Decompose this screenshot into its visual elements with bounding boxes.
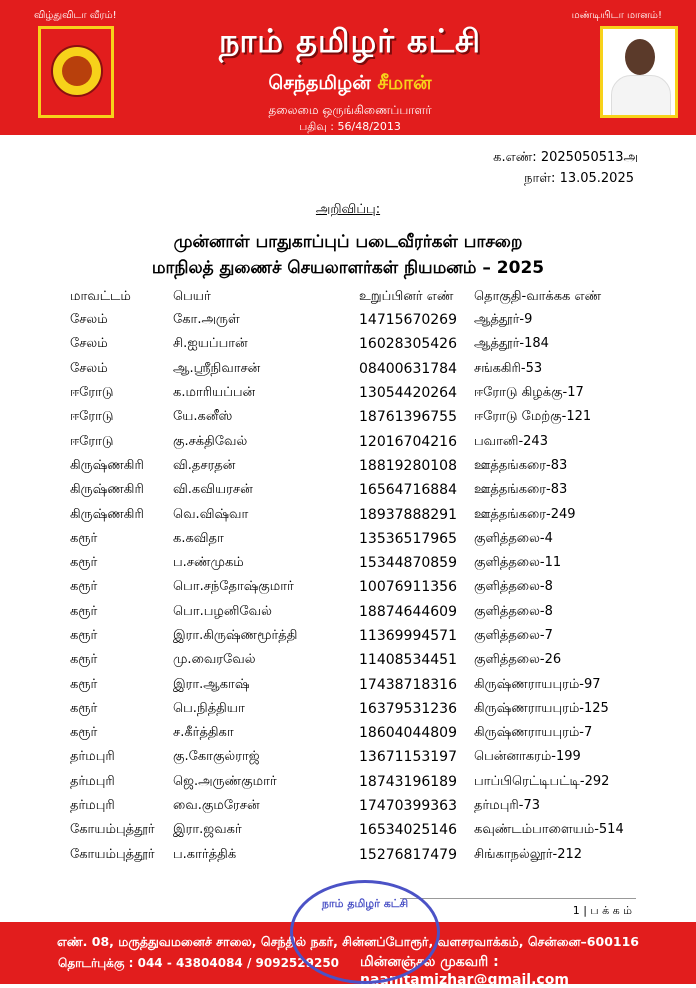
leader-name-highlight: சீமான் [377, 72, 432, 94]
table-row [70, 648, 634, 672]
name-cell: பொ.சந்தோஷ்குமார் [173, 579, 294, 595]
leader-name [160, 72, 540, 97]
table-row [70, 745, 634, 769]
member-id-cell: 18743196189 [359, 773, 457, 790]
name-cell: வெ.விஷ்வா [173, 506, 249, 522]
district-cell: கரூர் [70, 579, 98, 595]
member-id-cell: 16564716884 [359, 482, 457, 499]
notice-heading [0, 202, 696, 218]
constituency-cell: கவுண்டம்பாளையம்-514 [474, 822, 624, 838]
name-cell: ஆ.ஸ்ரீநிவாசன் [173, 360, 261, 376]
member-id-cell: 14715670269 [359, 312, 457, 329]
table-row [70, 454, 634, 478]
tiger-emblem-icon [38, 26, 114, 118]
district-cell: கரூர் [70, 628, 98, 643]
member-id-cell: 10076911356 [359, 579, 457, 596]
member-id-cell: 17470399363 [359, 798, 457, 815]
name-cell: யே.கனீஸ் [173, 409, 233, 425]
constituency-cell: தர்மபுரி-73 [474, 798, 540, 814]
header-member-id: உறுப்பினர் எண் [359, 289, 454, 304]
district-cell: ஈரோடு [70, 433, 114, 449]
member-id-cell: 13671153197 [359, 749, 457, 766]
email-address: naamtamizhar@gmail.com [360, 972, 569, 988]
member-id-cell: 13054420264 [359, 385, 457, 402]
name-cell: பெ.நித்தியா [173, 700, 245, 716]
member-id-cell: 16028305426 [359, 336, 457, 353]
footer-address: எண். 08, மருத்துவமனைச் சாலை, செந்தில் நகர், சின்னப்போரூர், வளசரவாக்கம், சென்னை–600116 [57, 934, 639, 949]
district-cell: கரூர் [70, 530, 98, 546]
constituency-cell: பென்னாகரம்-199 [474, 749, 581, 765]
name-cell: க.மாரியப்பன் [173, 385, 256, 401]
notice-label: அறிவிப்பு: [315, 202, 381, 217]
district-cell: தர்மபுரி [70, 798, 115, 814]
member-id-cell: 15344870859 [359, 555, 457, 572]
name-cell: க.கவிதா [173, 530, 224, 546]
constituency-cell: குளித்தலை-26 [474, 652, 562, 668]
name-cell: பொ.பழனிவேல் [173, 603, 272, 619]
constituency-cell: கிருஷ்ணராயபுரம்-97 [474, 676, 601, 692]
document-title-line2: மாநிலத் துணைச் செயலாளர்கள் நியமனம் – 2025 [151, 258, 545, 278]
header-district: மாவட்டம் [70, 289, 131, 304]
constituency-cell: குளித்தலை-8 [474, 603, 553, 619]
constituency-cell: சிங்காநல்லூர்-212 [474, 846, 583, 862]
slogan-right: மண்டியிடா மானம்! [571, 10, 662, 21]
member-id-cell: 18937888291 [359, 506, 457, 523]
table-body [70, 308, 634, 867]
member-id-cell: 18874644609 [359, 603, 457, 620]
slogan-left: விழ்துவிடா வீரம்! [34, 10, 117, 21]
constituency-cell: ஊத்தங்கரை-83 [474, 482, 568, 498]
name-cell: வி.தசரதன் [173, 457, 236, 473]
date-label: நாள்: [524, 171, 556, 186]
table-row [70, 332, 634, 356]
reference-number [493, 150, 638, 166]
name-cell: இரா.ஜவகர் [173, 822, 242, 838]
table-row [70, 405, 634, 429]
district-cell: கரூர் [70, 725, 98, 741]
district-cell: கிருஷ்ணகிரி [70, 482, 144, 498]
table-header-row [70, 286, 634, 308]
name-cell: இரா.ஆகாஷ் [173, 676, 250, 692]
table-row [70, 381, 634, 405]
table-row [70, 600, 634, 624]
table-row [70, 721, 634, 745]
district-cell: கோயம்புத்தூர் [70, 846, 155, 862]
member-id-cell: 13536517965 [359, 530, 457, 547]
name-cell: கு.சக்திவேல் [173, 433, 248, 449]
name-cell: ப.கார்த்திக் [173, 846, 237, 862]
page-number: 1 | ப க் க ம் [572, 904, 632, 917]
table-row [70, 429, 634, 453]
table-row [70, 357, 634, 381]
party-seal-stamp [290, 880, 440, 984]
table-row [70, 818, 634, 842]
constituency-cell: குளித்தலை-8 [474, 579, 553, 595]
table-row [70, 502, 634, 526]
name-cell: ப.சண்முகம் [173, 555, 244, 571]
date-value: 13.05.2025 [559, 171, 634, 186]
district-cell: கரூர் [70, 652, 98, 668]
district-cell: ஈரோடு [70, 409, 114, 425]
constituency-cell: ஊத்தங்கரை-83 [474, 457, 568, 473]
table-row [70, 308, 634, 332]
table-row [70, 527, 634, 551]
name-cell: இரா.கிருஷ்ணமூர்த்தி [173, 628, 298, 643]
district-cell: தர்மபுரி [70, 773, 115, 789]
member-id-cell: 17438718316 [359, 676, 457, 693]
district-cell: சேலம் [70, 312, 108, 328]
constituency-cell: ஈரோடு மேற்கு-121 [474, 409, 592, 425]
date [524, 171, 634, 187]
name-cell: ஜெ.அருண்குமார் [173, 773, 277, 789]
table-row [70, 843, 634, 867]
name-cell: கு.கோகுல்ராஜ் [173, 749, 260, 765]
constituency-cell: பாப்பிரெட்டிபட்டி-292 [474, 773, 610, 789]
district-cell: கரூர் [70, 603, 98, 619]
table-row [70, 478, 634, 502]
member-id-cell: 11408534451 [359, 652, 457, 669]
header-name: பெயர் [173, 289, 211, 304]
member-id-cell: 15276817479 [359, 846, 457, 863]
name-cell: வை.குமரேசன் [173, 798, 260, 814]
constituency-cell: ஊத்தங்கரை-249 [474, 506, 576, 522]
seal-text: நாம் தமிழர் கட்சி [321, 897, 409, 910]
document-title-line1: முன்னாள் பாதுகாப்புப் படைவீரர்கள் பாசறை [173, 232, 523, 252]
constituency-cell: குளித்தலை-11 [474, 555, 562, 571]
name-cell: வி.கவியரசன் [173, 482, 253, 498]
table-row [70, 794, 634, 818]
member-id-cell: 16534025146 [359, 822, 457, 839]
constituency-cell: சங்ககிரி-53 [474, 360, 543, 376]
member-id-cell: 12016704216 [359, 433, 457, 450]
constituency-cell: பவானி-243 [474, 433, 548, 449]
party-name: நாம் தமிழர் கட்சி [218, 22, 482, 60]
constituency-cell: கிருஷ்ணராயபுரம்-7 [474, 725, 593, 741]
district-cell: சேலம் [70, 336, 108, 352]
letterhead-header [0, 0, 696, 135]
name-cell: கோ.அருள் [173, 312, 240, 328]
table-row [70, 697, 634, 721]
table-row [70, 624, 634, 648]
district-cell: ஈரோடு [70, 385, 114, 401]
member-id-cell: 08400631784 [359, 360, 457, 377]
district-cell: கரூர் [70, 676, 98, 692]
ref-label: க.எண்: [493, 150, 537, 165]
district-cell: கரூர் [70, 555, 98, 571]
constituency-cell: ஆத்தூர்-184 [474, 336, 549, 352]
district-cell: கோயம்புத்தூர் [70, 822, 155, 838]
name-cell: சி.ஐயப்பான் [173, 336, 248, 352]
table-row [70, 770, 634, 794]
registration-number: பதிவு : 56/48/2013 [299, 120, 401, 133]
leader-portrait-icon [600, 26, 678, 118]
footer-phone: தொடர்புக்கு : 044 - 43804084 / 9092529250 [58, 956, 340, 970]
table-row [70, 575, 634, 599]
district-cell: கிருஷ்ணகிரி [70, 457, 144, 473]
header-constituency: தொகுதி-வாக்கக எண் [474, 289, 602, 304]
constituency-cell: குளித்தலை-4 [474, 530, 553, 546]
district-cell: கிருஷ்ணகிரி [70, 506, 144, 522]
district-cell: தர்மபுரி [70, 749, 115, 765]
member-id-cell: 16379531236 [359, 700, 457, 717]
email-label: மின்னஞ்சல் முகவரி : [360, 954, 499, 970]
member-id-cell: 18819280108 [359, 457, 457, 474]
table-row [70, 551, 634, 575]
district-cell: சேலம் [70, 360, 108, 376]
table-row [70, 672, 634, 696]
district-cell: கரூர் [70, 700, 98, 716]
constituency-cell: ஆத்தூர்-9 [474, 312, 533, 328]
ref-value: 2025050513அ [540, 150, 638, 165]
member-id-cell: 18761396755 [359, 409, 457, 426]
leader-prefix: செந்தமிழன் [268, 72, 371, 94]
appointments-table [70, 286, 634, 867]
member-id-cell: 18604044809 [359, 725, 457, 742]
constituency-cell: ஈரோடு கிழக்கு-17 [474, 385, 584, 401]
constituency-cell: குளித்தலை-7 [474, 628, 553, 643]
leader-role: தலைமை ஒருங்கிணைப்பாளர் [268, 103, 432, 117]
member-id-cell: 11369994571 [359, 628, 457, 644]
name-cell: மு.வைரவேல் [173, 652, 256, 668]
name-cell: ச.கீர்த்திகா [173, 725, 234, 741]
constituency-cell: கிருஷ்ணராயபுரம்-125 [474, 700, 609, 716]
